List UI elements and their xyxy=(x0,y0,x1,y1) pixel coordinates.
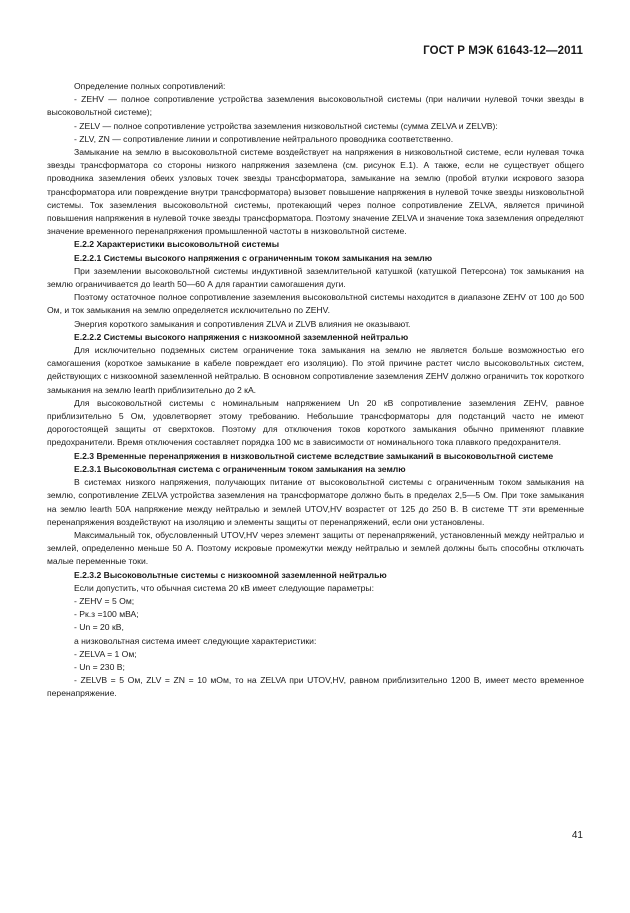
paragraph: - ZELV — полное сопротивление устройства заземления низковольтной системы (сумма ZELVA и ZELVB): xyxy=(74,120,498,131)
paragraph: Замыкание на землю в высоковольтной системе воздействует на напряжения в низковольтной системе, если нулевая точка звезды трансформатора со стороны низкого напряжения заземлена (см. рисунок Е.1). А также, если не существует общего проводника заземления обеих узловых точек звезды трансформатора, замыкание на землю (пробой втулки искрового зазора трансформатора или повреждение внутри трансформатора) вызовет повышение напряжения в нулевой точке звезды низковольтной системы. Ток заземления высоковольтной системы, протекающий через полное сопротивление ZELVA, является причиной повышения напряжения в нулевой точке звезды трансформатора. Поэтому значение ZELVA и значение тока заземления определяют значение временного перенапряжения промышленной частоты в низковольтной системе. xyxy=(47,147,584,237)
section-heading: Е.2.2 Характеристики высоковольтной системы xyxy=(74,239,280,250)
paragraph: Для высоковольтной системы с номинальным напряжением Un 20 кВ сопротивление заземления ZEHV, равное приблизительно 5 Ом, удовлетворяет этому требованию. Небольшие трансформаторы для подстанций часто не имеют дорогостоящей защиты от сверхтоков. Поэтому для отключения токов короткого замыкания обычно применяют плавкие предохранители. Время отключения составляет порядка 100 мс в зависимости от номинального тока плавкого предохранителя. xyxy=(47,397,584,448)
section-heading: Е.2.2.2 Системы высокого напряжения с низкоомной заземленной нейтралью xyxy=(74,331,409,342)
paragraph: - ZEHV — полное сопротивление устройства заземления высоковольтной системы (при наличии нулевой точки звезды в высоковольтной системе); xyxy=(47,94,584,118)
paragraph: - ZLV, ZN — сопротивление линии и сопротивление нейтрального проводника соответственно. xyxy=(74,133,454,144)
paragraph: Энергия короткого замыкания и сопротивления ZLVA и ZLVB влияния не оказывают. xyxy=(74,318,411,329)
section-heading: Е.2.3.1 Высоковольтная система с ограниченным током замыкания на землю xyxy=(74,463,406,474)
paragraph: Поэтому остаточное полное сопротивление заземления высоковольтной системы находится в диапазоне ZEHV от 100 до 500 Ом, и ток замыкания на землю определяется исключительно по ZEHV. xyxy=(47,292,584,316)
list-item: - ZEHV = 5 Ом; xyxy=(74,595,135,606)
list-item: - Pк.з =100 мВА; xyxy=(74,609,139,620)
list-item: - Un = 20 кВ, xyxy=(74,622,124,633)
list-item: - ZELVA = 1 Ом; xyxy=(74,648,137,659)
paragraph: В системах низкого напряжения, получающих питание от высоковольтной системы с ограниченным током замыкания на землю, сопротивление ZELVA устройства заземления на трансформаторе должно быть в пределах 2,5—5 Ом. При токе замыкания на землю Iearth 50А напряжение между нейтралью и землей UTOV,HV возрастет от 125 до 250 В. В системе ТТ эти временные перенапряжения воздействуют на изоляцию и элементы защиты от перенапряжений, если они установлены. xyxy=(47,477,584,527)
list-item: - Un = 230 В; xyxy=(74,661,125,672)
paragraph: Максимальный ток, обусловленный UTOV,HV через элемент защиты от перенапряжений, установленный между нейтралью и землей, определенно меньше 50 А. Поэтому искровые промежутки между нейтралью и землей должны быть способны отключать малые переменные токи. xyxy=(47,529,584,567)
page-header: ГОСТ Р МЭК 61643-12—2011 xyxy=(423,45,583,57)
paragraph: Если допустить, что обычная система 20 кВ имеет следующие параметры: xyxy=(74,582,374,593)
section-heading: Е.2.3.2 Высоковольтные системы с низкоомной заземленной нейтралью xyxy=(74,569,387,580)
section-heading: Е.2.2.1 Системы высокого напряжения с ограниченным током замыкания на землю xyxy=(74,252,433,263)
document-body xyxy=(47,80,584,701)
paragraph: При заземлении высоковольтной системы индуктивной заземлительной катушкой (катушкой Петерсона) ток замыкания на землю ограничивается до Iearth 50—60 А для гарантии самогашения дуги. xyxy=(47,265,584,290)
page-number: 41 xyxy=(571,830,583,841)
paragraph: Определение полных сопротивлений: xyxy=(74,81,226,91)
paragraph: а низковольтная система имеет следующие характеристики: xyxy=(74,635,317,646)
list-item: - ZELVB = 5 Ом, ZLV = ZN = 10 мОм, то на ZELVA при UTOV,HV, равном приблизительно 1200 В, имеет место временное перенапряжение. xyxy=(47,675,584,699)
paragraph: Для исключительно подземных систем ограничение тока замыкания на землю не является больше возможностью его самогашения (короткое замыкание в кабеле повреждает его изоляцию). По этой причине растет число высоковольтных систем, действующих с низкоомной заземленной нейтралью. В основном сопротивление заземления ZEHV должно ограничить ток короткого замыкания на землю Iearth приблизительно до 2 кА. xyxy=(47,345,584,395)
section-heading: Е.2.3 Временные перенапряжения в низковольтной системе вследствие замыканий в высоковольтной системе xyxy=(74,450,554,461)
